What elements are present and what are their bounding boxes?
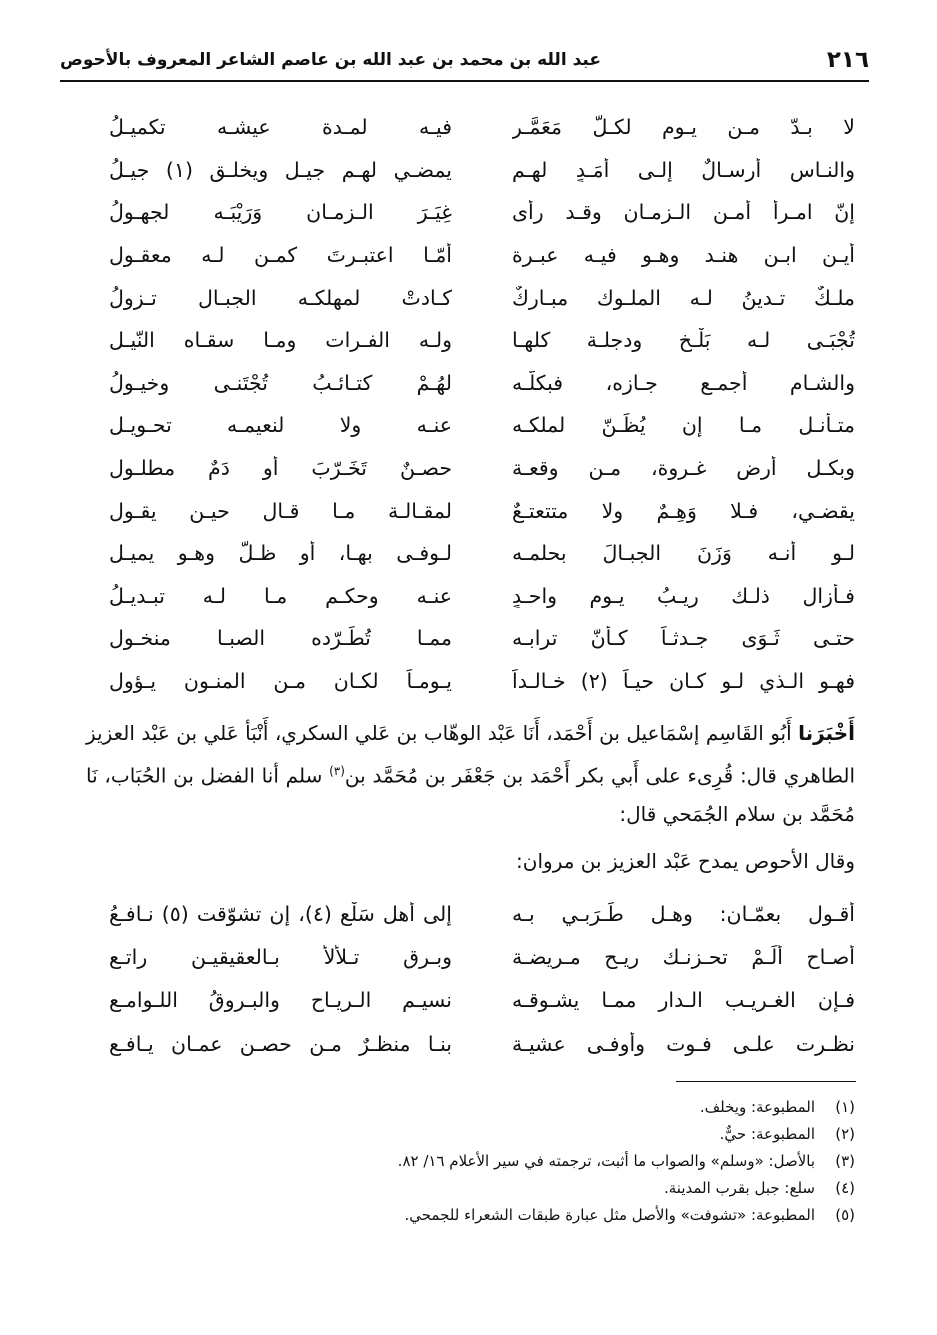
verse	[104, 1022, 855, 1065]
first-hemistich: فهـو الـذي لـو كـان حيـاً (٢) خـالـداً	[512, 669, 855, 694]
second-hemistich: حصـنٌ تَخَـرّبَ أو دَمٌ مطلـول	[109, 456, 452, 481]
first-hemistich: متـأنـل مـا إن يُظَـنّ لملكـه	[512, 413, 855, 438]
footnote-number: (١)	[835, 1098, 855, 1116]
running-title: عبد الله بن محمد بن عبد الله بن عاصم الشاعر المعروف بالأحوص	[60, 50, 601, 70]
verse	[104, 447, 855, 490]
first-hemistich: فـأزال ذلـك ريـبُ يـوم واحـدٍ	[512, 583, 855, 608]
page-number: ٢١٦	[826, 47, 869, 73]
first-hemistich: أيـن ابـن هنـد وهـو فيـه عبـرة	[512, 243, 855, 268]
verse	[104, 617, 855, 660]
poem-intro: وقال الأحوص يمدح عَبْد العزيز بن مروان:	[516, 849, 855, 873]
verse	[104, 404, 855, 447]
first-hemistich: والنـاس أرسـالٌ إلـى أَمَـدٍ لهـم	[512, 157, 855, 182]
second-hemistich: نسيـم الـريـاح والبـروقُ اللـوامـع	[109, 988, 452, 1013]
page-header	[60, 40, 869, 82]
verse	[104, 660, 855, 703]
first-hemistich: حتـى ثَـوَى جـدثـاً كـأنّ ترابـه	[512, 626, 855, 651]
first-hemistich: أقـول بعمّـان: وهـل طَـرَبـي بـه	[512, 901, 855, 926]
footnote-number: (٣)	[835, 1152, 855, 1170]
second-hemistich: ولـه الفـرات ومـا سقـاه النّيـل	[109, 328, 452, 353]
first-hemistich: أصـاحِ أَلَـمْ تحـزنـك ريـح مـريضـة	[512, 944, 855, 969]
second-hemistich: إلى أهل سَلْعٍ (٤)، إن تشوّقت (٥) نـافـعُ	[109, 901, 452, 926]
footnote-number: (٥)	[835, 1206, 855, 1224]
first-hemistich: لـو أنـه وَزَنَ الجبـالَ بحلمـه	[512, 541, 855, 566]
second-hemistich: أمّـا اعتبـرتَ كمـن لـه معقـول	[109, 243, 452, 268]
verse	[104, 575, 855, 618]
footnotes	[86, 1094, 855, 1229]
verse	[104, 319, 855, 362]
footnote	[86, 1094, 855, 1121]
second-hemistich: عنـه ولا لنعيمـه تحـويـل	[109, 413, 452, 438]
first-hemistich: وبكـل أرضٍ غـروة، مـن وقعـة	[512, 456, 855, 481]
verse	[104, 276, 855, 319]
footnote-divider	[676, 1081, 856, 1082]
first-hemistich: يقضـي، فـلا وَهِـمٌ ولا متتعتـعٌ	[512, 498, 855, 523]
footnote	[86, 1175, 855, 1202]
verse	[104, 935, 855, 978]
second-hemistich: بنـا منظـرٌ مـن حصـن عمـان يـافـع	[109, 1031, 452, 1056]
isnad-lead-word: أَخْبَرَنا	[798, 721, 855, 745]
footnote-text: المطبوعة: «تشوفت» والأصل مثل عبارة طبقات الشعراء للجمحي.	[404, 1206, 815, 1224]
verse	[104, 532, 855, 575]
first-hemistich: إنّ امـرأ أمـن الـزمـان وقـد رأى	[512, 200, 855, 225]
footnote	[86, 1121, 855, 1148]
first-hemistich: ملـكٌ تـدينُ لـه الملـوك مبـاركٌ	[512, 285, 855, 310]
second-hemistich: لمقـالـة مـا قـال حيـن يقـول	[109, 498, 452, 523]
second-hemistich: يمضـي لهـم جيـل ويخلـق (١) جيـلُ	[109, 157, 452, 182]
first-hemistich: لا بـدّ مـن يـوم لكـلّ مَعَمَّـر	[512, 115, 855, 140]
second-hemistich: لهُـمْ كتـائـبُ تُجْتَنـى وخيـولُ	[109, 370, 452, 395]
second-hemistich: فيـه لمـدة عيشـه تكميـلُ	[109, 115, 452, 140]
verse	[104, 979, 855, 1022]
poem-first	[104, 106, 855, 702]
verse	[104, 234, 855, 277]
verse	[104, 191, 855, 234]
second-hemistich: كـادتْ لمهلكـه الجبـال تـزولُ	[109, 285, 452, 310]
verse	[104, 892, 855, 935]
second-hemistich: ممـا تُطَـرّده الصبـا منخـول	[109, 626, 452, 651]
footnote-text: بالأصل: «وسلم» والصواب ما أثبت، ترجمته في سير الأعلام ١٦/ ٨٢.	[397, 1152, 815, 1170]
footnote-number: (٢)	[835, 1125, 855, 1143]
first-hemistich: تُجْبَـى لـه بَلْـخ ودجلـة كلهـا	[512, 328, 855, 353]
second-hemistich: لـوفـى بهـا، أو ظـلّ وهـو يميـل	[109, 541, 452, 566]
first-hemistich: والشـام أجمـع جـازه، فبكلّـه	[512, 370, 855, 395]
verse	[104, 149, 855, 192]
isnad-text: أَبُو القَاسِم إسْمَاعيل بن أَحْمَد، أَنَا عَبْد الوهّاب بن عَلي السكري، أَنْبَأ عَلي بن عَبْد العزيز الطاهري قال: قُرِىء على أَبي بكر أَحْمَد بن جَعْفَر بن مُحَمَّد بن	[86, 721, 856, 788]
poem-second	[104, 892, 855, 1065]
footnote-number: (٤)	[835, 1179, 855, 1197]
second-hemistich: غِيَـرَ الـزمـان وَرَيْبَـه لجهـولُ	[109, 200, 452, 225]
first-hemistich: فـإن الغـريـب الـدار ممـا يشـوقـه	[512, 988, 855, 1013]
footnote	[86, 1202, 855, 1229]
isnad-tail: سلم أنا الفضل بن الحُبَاب، نَا مُحَمَّد بن سلام الجُمَحي قال:	[86, 763, 855, 826]
footnote-text: المطبوعة: حيٌّ.	[719, 1125, 815, 1143]
isnad-paragraph	[86, 714, 855, 833]
footnote-ref: (٣)	[329, 764, 345, 778]
verse	[104, 106, 855, 149]
verse	[104, 489, 855, 532]
second-hemistich: وبـرق تـلألأ بـالعقيقيـن راتـع	[109, 944, 452, 969]
second-hemistich: عنـه وحكـم مـا لـه تبـديـلُ	[109, 583, 452, 608]
footnote-text: سلع: جبل بقرب المدينة.	[664, 1179, 815, 1197]
second-hemistich: يـومـاً لكـان مـن المنـون يـؤول	[109, 669, 452, 694]
footnote-text: المطبوعة: ويخلف.	[699, 1098, 815, 1116]
first-hemistich: نظـرت علـى فـوت وأوفـى عشيـة	[512, 1031, 855, 1056]
footnote	[86, 1148, 855, 1175]
verse	[104, 362, 855, 405]
